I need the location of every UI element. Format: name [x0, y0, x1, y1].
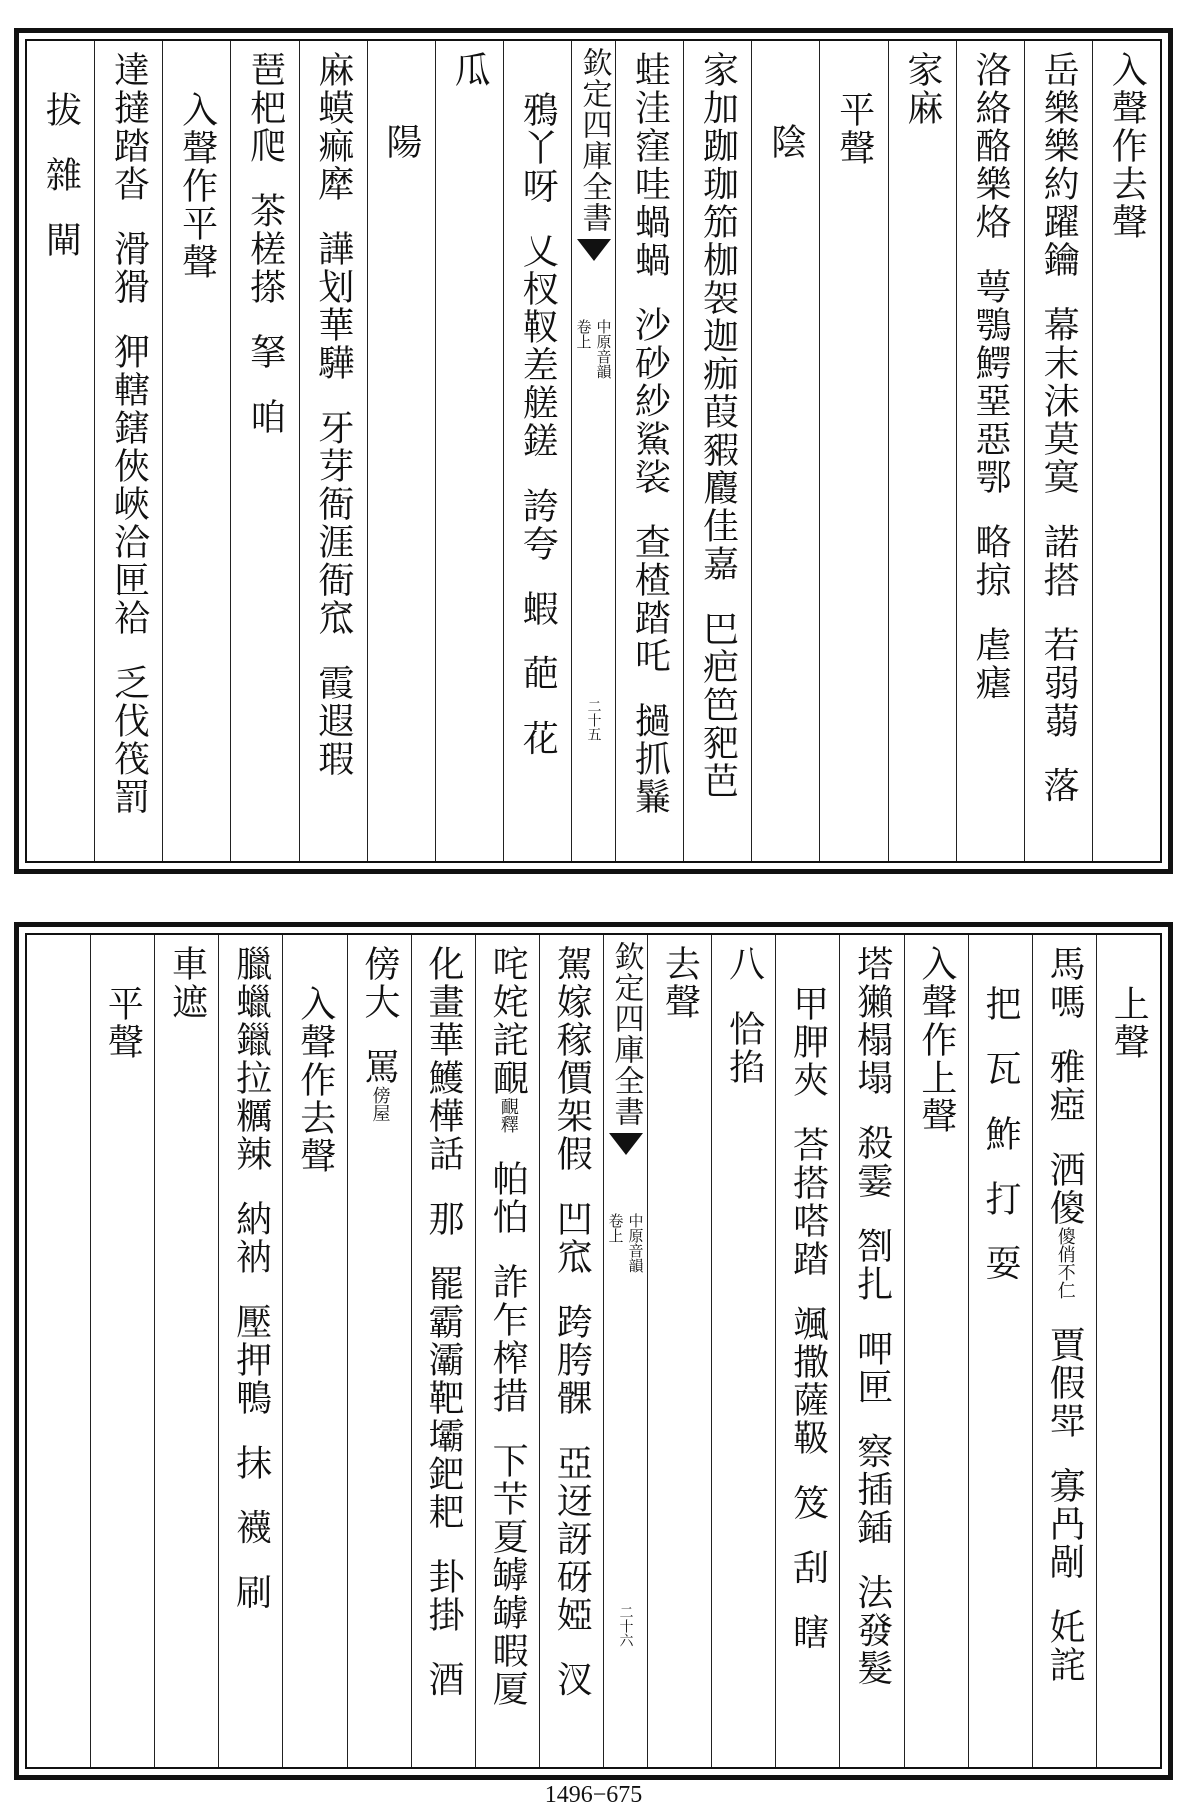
book-series-title: 欽定四庫全書 [576, 47, 612, 233]
column-text-continued: 賈假斝 寡冎剮 奼詫 [1044, 1298, 1086, 1684]
column-text: 家麻 [901, 51, 943, 127]
column-text: 拔 雜 閘 [40, 91, 82, 259]
bottom-text-column [647, 935, 711, 1767]
column-text: 八 恰掐 [723, 945, 765, 1086]
bottom-text-column [1032, 935, 1096, 1767]
interlinear-note: 傍屋 [369, 1085, 391, 1122]
column-text: 上聲 [1108, 985, 1150, 1061]
column-text: 入聲作去聲 [1106, 51, 1148, 241]
column-text: 咤姹詫靦 [487, 945, 529, 1097]
column-text: 鴉丫呀 乂杈靫差艖鎈 誇夸 蝦 葩 花 [517, 91, 559, 758]
column-text-continued: 帕怕 詐乍榨措 下芐夏罅罅暇厦 [487, 1133, 529, 1708]
column-text: 瓜 [449, 51, 491, 89]
column-text: 傍大 罵 [358, 945, 400, 1086]
top-text-column [503, 41, 571, 861]
bottom-text-column [27, 935, 90, 1767]
top-text-column [1024, 41, 1092, 861]
top-text-column [367, 41, 435, 861]
column-text: 岳樂樂約躍鑰 幕末沫莫寞 諾搭 若弱蒻 落 [1038, 51, 1080, 805]
bottom-text-column [347, 935, 411, 1767]
page-footer-code: 1496−675 [544, 1782, 643, 1808]
top-text-column [435, 41, 503, 861]
column-text: 蛙洼窪哇蝸蝸 沙砂紗鯊裟 查楂踏吒 撾抓鬑 [629, 51, 671, 816]
fish-tail-mark-icon [577, 239, 611, 273]
column-text: 琶杷爬 茶槎搽 拏 咱 [244, 51, 286, 436]
top-text-column [1092, 41, 1160, 861]
column-text: 洛絡酪樂烙 萼鶚鰐堊惡鄂 略掠 虐瘧 [969, 51, 1011, 702]
folio-number: 二十六 [617, 1605, 634, 1647]
bottom-text-column [711, 935, 775, 1767]
bottom-page-frame [14, 922, 1173, 1780]
bottom-text-column [90, 935, 154, 1767]
column-text: 達撻踏沓 滑猾 狎轄鎋俠峽洽匣袷 乏伐筏罰 [108, 51, 150, 816]
column-text: 化畫華鱯樺話 那 罷霸灞靶壩鈀耙 卦掛 酒 [422, 945, 464, 1699]
folio-number: 二十五 [585, 699, 602, 741]
top-text-column [27, 41, 94, 861]
top-page-columns [25, 39, 1162, 863]
bottom-text-column [839, 935, 903, 1767]
book-series-title: 欽定四庫全書 [608, 941, 644, 1127]
column-text: 把 瓦 鮓 打 耍 [979, 985, 1021, 1283]
top-text-column [230, 41, 298, 861]
column-text: 駕嫁稼價架假 凹窊 跨胯髁 亞迓訝砑婭 汊 [551, 945, 593, 1699]
volume-label: 卷上 [606, 1213, 625, 1243]
bottom-text-column [968, 935, 1032, 1767]
top-text-column [615, 41, 683, 861]
column-text: 車遮 [166, 945, 208, 1021]
top-text-column [299, 41, 367, 861]
column-text: 去聲 [659, 945, 701, 1021]
column-text: 平聲 [102, 985, 144, 1061]
bottom-text-column [475, 935, 539, 1767]
bottom-text-column [775, 935, 839, 1767]
column-text: 入聲作上聲 [915, 945, 957, 1135]
column-text: 平聲 [833, 91, 875, 167]
bottom-text-column [411, 935, 475, 1767]
book-title: 中原音韻 [594, 319, 613, 379]
bottom-text-column [904, 935, 968, 1767]
column-text: 甲胛夾 荅搭嗒踏 颯撒薩靸 笈 刮 瞎 [787, 985, 829, 1652]
volume-label: 卷上 [574, 319, 593, 349]
column-text: 入聲作去聲 [294, 985, 336, 1175]
column-text: 陽 [380, 123, 422, 161]
column-text: 家加跏珈笳枷袈迦痂葭豭麚佳嘉 巴疤笆豝芭 [697, 51, 739, 800]
column-text: 入聲作平聲 [176, 91, 218, 281]
fish-tail-mark-icon [609, 1133, 643, 1167]
column-text: 陰 [765, 123, 807, 161]
top-center-gutter [571, 41, 615, 861]
column-text: 麻蟆痲犘 譁划華驊 牙芽衙涯衙窊 霞遐瑕 [312, 51, 354, 778]
bottom-center-gutter [603, 935, 647, 1767]
column-text: 臘蠟鑞拉糲辣 納衲 壓押鴨 抹 襪 刷 [230, 945, 272, 1612]
top-text-column [683, 41, 751, 861]
top-text-column [956, 41, 1024, 861]
top-text-column [819, 41, 887, 861]
bottom-text-column [539, 935, 603, 1767]
bottom-text-column [154, 935, 218, 1767]
top-text-column [751, 41, 819, 861]
top-text-column [94, 41, 162, 861]
top-page-frame [14, 28, 1173, 874]
column-text: 馬嗎 雅瘂 洒傻 [1044, 945, 1086, 1227]
top-text-column [888, 41, 956, 861]
column-text: 塔獺榻塌 殺霎 劄扎 呷匣 察插鍤 法發髮 [851, 945, 893, 1688]
book-title: 中原音韻 [626, 1213, 645, 1273]
bottom-text-column [282, 935, 346, 1767]
bottom-page-columns [25, 933, 1162, 1769]
top-text-column [162, 41, 230, 861]
interlinear-note: 傻俏不仁 [1054, 1226, 1076, 1299]
bottom-text-column [1096, 935, 1160, 1767]
interlinear-note: 靦釋 [497, 1097, 519, 1133]
bottom-text-column [218, 935, 282, 1767]
